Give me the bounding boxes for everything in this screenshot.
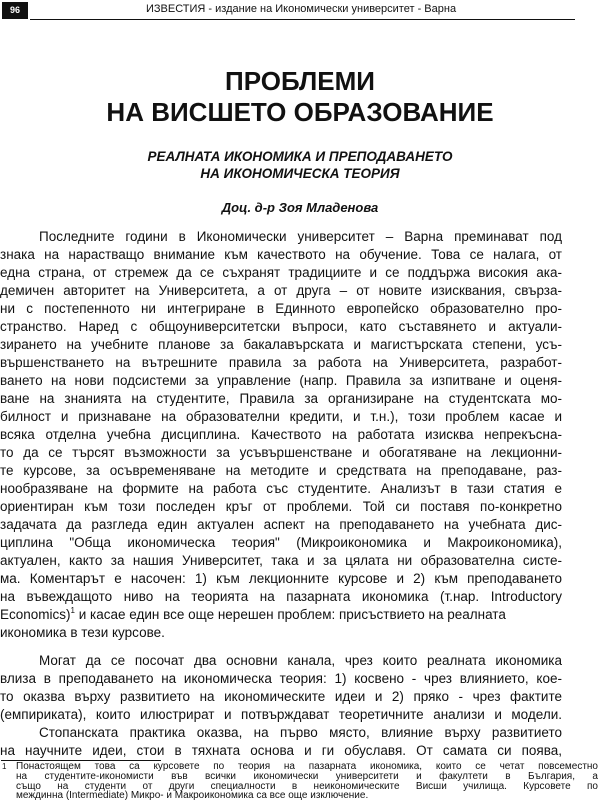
body-line: знака на нарастващо внимание към качеството на обучение. Това се налага, от [0,247,562,262]
body-line: странство. Наред с общоуниверситетски въпроси, като съставянето и актуали- [0,319,562,334]
footnote-line: на студентите-икономисти във всички икономически университети и факултети в България, а [16,771,598,782]
article-title-line-2: НА ВИСШЕТО ОБРАЗОВАНИЕ [106,97,494,127]
body-line: нообразяване на формите на работа със студентите. Анализът в тази статия е [0,481,562,496]
body-line: билност и признаване на образователни кредити, и т.н.), този проблем касае и [0,409,562,424]
body-line: ма. Коментарът е насочен: 1) към лекционните курсове и 2) към преподаването [0,571,562,586]
body-line: една страна, от стремеж да се съхранят традициите и се поддържа високия ака- [0,265,562,280]
body-line: актуален, както за нашия Университет, така и за цялата ни образователна систе- [0,553,562,568]
body-line: Могат да се посочат два основни канала, чрез които реалната икономика [39,653,562,668]
running-header [0,0,600,22]
article-title-line-1: ПРОБЛЕМИ [225,66,375,96]
body-line: демичен авторитет на Университета, а от друга – от новите изисквания, свързa- [0,283,562,298]
author-name: Доц. д-р Зоя Младенова [221,200,379,215]
body-line: ни с постепенното ни интегриране в Единното европейско образователно про- [0,301,562,316]
page-number: 96 [2,2,28,19]
body-line: влиза в преподаването на икономическа теория: 1) косвено - чрез влиянието, кое- [0,671,562,686]
body-line-with-footnote-ref: Economics)$^1$ и касае един все още нерешен проблем: присъствието на реалната [0,606,506,622]
body-line: на въвеждащото ниво на теорията на пазарната икономика (т.нар. Introductory [0,589,562,604]
body-line: ването на нови подсистеми за управление (напр. Правила за изпитване и оценя- [0,373,562,388]
body-line: то да се търсят възможности за усъвършенстване и обогатяване на лекционни- [0,445,562,460]
footnote-line: междинна (Intermediate) Микро- и Макроикономика са все още изключение. [16,790,369,801]
article-subtitle-line-1: РЕАЛНАТА ИКОНОМИКА И ПРЕПОДАВАНЕТО [147,149,453,164]
body-line: задачата да разгледа един актуален аспект на преподаването на учебната дис- [0,517,562,532]
body-line: Стопанската практика оказва, на първо място, влияние върху развитието [39,725,562,740]
footnote-ref: 1 [70,606,75,615]
body-line: те курсове, за осъвременяване на методите и средствата на преподаване, раз- [0,463,562,478]
body-line: ване на знанията на студентите, Правила за организиране на студентската мо- [0,391,562,406]
footnote-line: също на студенти от други специалности в неикономическите Висши училища. Курсовете по [16,781,598,792]
header-rule [30,19,575,20]
body-line: вършенстването на вътрешните правила за работа на Университета, разработ- [0,355,562,370]
body-line: Последните години в Икономически университет – Варна преминават под [39,229,562,244]
running-title: ИЗВЕСТИЯ - издание на Икономически университет - Варна [146,3,457,15]
footnote-marker: 1 [2,762,7,771]
body-line: зирането на учебните планове за бакалавърската и магистърската степени, усъ- [0,337,562,352]
body-line: икономика в тези курсове. [0,625,165,640]
body-line: (емпириката), които илюстрират и потвърждават теоретичните анализи и модели. [0,707,562,722]
body-line: циплина "Обща икономическа теория" (Микроикономика и Макроикономика), [0,535,562,550]
body-line: ориентиран към този последен кръг от проблеми. Той си поставя по-конкретно [0,499,562,514]
footnote-line: Понастоящем това са курсовете по теория на пазарната икономика, които се четат повсеместно [16,761,598,772]
body-line: всяка отделна учебна дисциплина. Качеството на работата изисква непрекъсна- [0,427,562,442]
body-line: на научните идеи, стои в тяхната основа и ги обуславя. От самата си поява, [0,743,562,758]
body-line: то оказва върху развитието на икономическите идеи и 2) пряко - чрез фактите [0,689,562,704]
article-subtitle-line-2: НА ИКОНОМИЧЕСКА ТЕОРИЯ [200,166,400,181]
